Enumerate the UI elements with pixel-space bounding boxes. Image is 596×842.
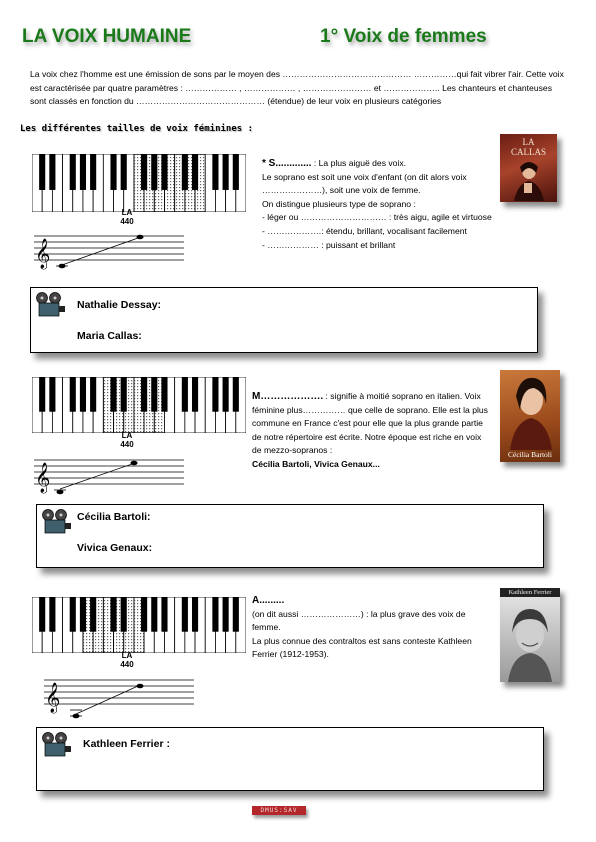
la-frequency-label: 440 [120,440,134,449]
staff-range-alto [44,672,204,722]
piano-keyboard-icon [32,154,246,212]
la-note-label: LA [121,651,133,660]
black-key [121,377,127,412]
black-key [161,377,167,412]
la-note-label: LA [121,208,133,217]
black-key [141,597,147,632]
black-key [70,377,76,412]
alto-line: (on dit aussi …………………) : la plus grave des voix de femme. [252,608,466,633]
piano-keyboard-icon [32,377,246,433]
black-key [70,154,76,190]
film-projector-icon [39,732,79,758]
black-key [151,154,157,190]
black-key [233,377,239,412]
ferrier-portrait: Kathleen Ferrier [500,588,560,682]
listening-box-soprano [30,287,538,353]
black-key [161,154,167,190]
black-key [110,597,116,632]
listening-box-mezzo [36,504,544,568]
staff-range-soprano [34,226,194,272]
mezzo-heading: M………………. [252,391,324,402]
black-key [121,154,127,190]
soprano-line: Le soprano est soit une voix d'enfant (on dit alors voix …………………), soit une voix de femme. [262,171,467,196]
treble-clef-icon: 𝄞 [35,239,51,269]
alto-description [252,594,494,662]
black-key [110,154,116,190]
page-title: LA VOIX HUMAINE [22,26,192,47]
singer-label: Vivica Genaux: [77,542,153,554]
black-key [161,597,167,632]
black-key [80,154,86,190]
black-key [182,597,188,632]
soprano-line: - ……………….: étendu, brillant, vocalisant facilement [262,225,467,236]
black-key [110,377,116,412]
staff-range-mezzo [34,452,194,498]
singer-label: Cécilia Bartoli: [77,511,151,523]
soprano-heading: * S............. [262,158,312,169]
black-key [90,154,96,190]
page-subtitle: 1° Voix de femmes [320,26,487,47]
black-key [80,377,86,412]
black-key [39,377,45,412]
black-key [233,154,239,190]
callas-album-cover: LA CALLAS [500,134,557,202]
black-key [223,597,229,632]
black-key [182,377,188,412]
black-key [212,597,218,632]
soprano-line: On distingue plusieurs type de soprano : [262,198,416,209]
black-key [233,597,239,632]
soprano-line: - ……………… : puissant et brillant [262,239,396,250]
mezzo-description: M………………. : signifie à moitié soprano en italien. Voix féminine plus…………… que celle de soprano. Elle est la plus commune en France c'est pour elle que la plus grande partie de notre répertoire est écrite. Notre époque est riche en voix de mezzo-sopranos : Cécilia Bartoli, Vivica Genaux... [252,391,488,469]
black-key [80,597,86,632]
film-projector-icon [33,292,73,318]
treble-clef-icon: 𝄞 [35,463,51,493]
black-key [39,597,45,632]
black-key [192,154,198,190]
black-key [192,597,198,632]
treble-clef-icon: 𝄞 [45,683,61,713]
listening-box-alto [36,727,544,791]
la-note-label: LA [121,431,133,440]
alto-line: La plus connue des contraltos est sans conteste Kathleen Ferrier (1912-1953). [252,635,472,660]
singer-label: Kathleen Ferrier : [83,738,170,750]
alto-heading: A......... [252,595,285,606]
black-key [49,597,55,632]
singer-label: Maria Callas: [77,330,142,342]
soprano-line: - léger ou ………………………… : très aigu, agile et virtuose [262,212,492,223]
black-key [223,377,229,412]
black-key [121,597,127,632]
section-heading: Les différentes tailles de voix féminines : [20,124,253,134]
piano-keyboard-icon [32,597,246,653]
black-key [182,154,188,190]
la-frequency-label: 440 [120,217,134,226]
black-key [49,377,55,412]
black-key [49,154,55,190]
film-projector-icon [39,509,79,535]
black-key [70,597,76,632]
black-key [192,377,198,412]
black-key [90,597,96,632]
singer-label: Nathalie Dessay: [77,299,162,311]
intro-paragraph: La voix chez l'homme est une émission de sons par le moyen des ……………………………………… ……………qui fait vibrer l'air. Cette voix est caractérisée par quatre paramètres : ……………… , ……………… , …………………… et ……………….. Les chanteurs et chanteuses sont classés en fonction du ……………………………………… (étendue) de leur voix en plusieurs catégories [30,69,564,107]
black-key [151,377,157,412]
black-key [151,597,157,632]
black-key [212,377,218,412]
black-key [212,154,218,190]
mezzo-examples: Cécilia Bartoli, Vivica Genaux... [252,458,380,469]
bartoli-album-cover: Cécilia Bartoli [500,370,560,462]
black-key [141,154,147,190]
soprano-description: * S............. : La plus aiguë des voix. Le soprano est soit une voix d'enfant (on dit alors voix …………………), soit une voix de femme. On distingue plusieurs type de soprano : - léger ou ………………………… : très aigu, agile et virtuose - ……………….: étendu, brillant, vocalisant facilement - ……………… : puissant et brillant [262,157,492,252]
black-key [90,377,96,412]
black-key [141,377,147,412]
black-key [223,154,229,190]
la-frequency-label: 440 [120,660,134,669]
black-key [39,154,45,190]
footer-badge: DMUS:SAV [252,806,306,815]
